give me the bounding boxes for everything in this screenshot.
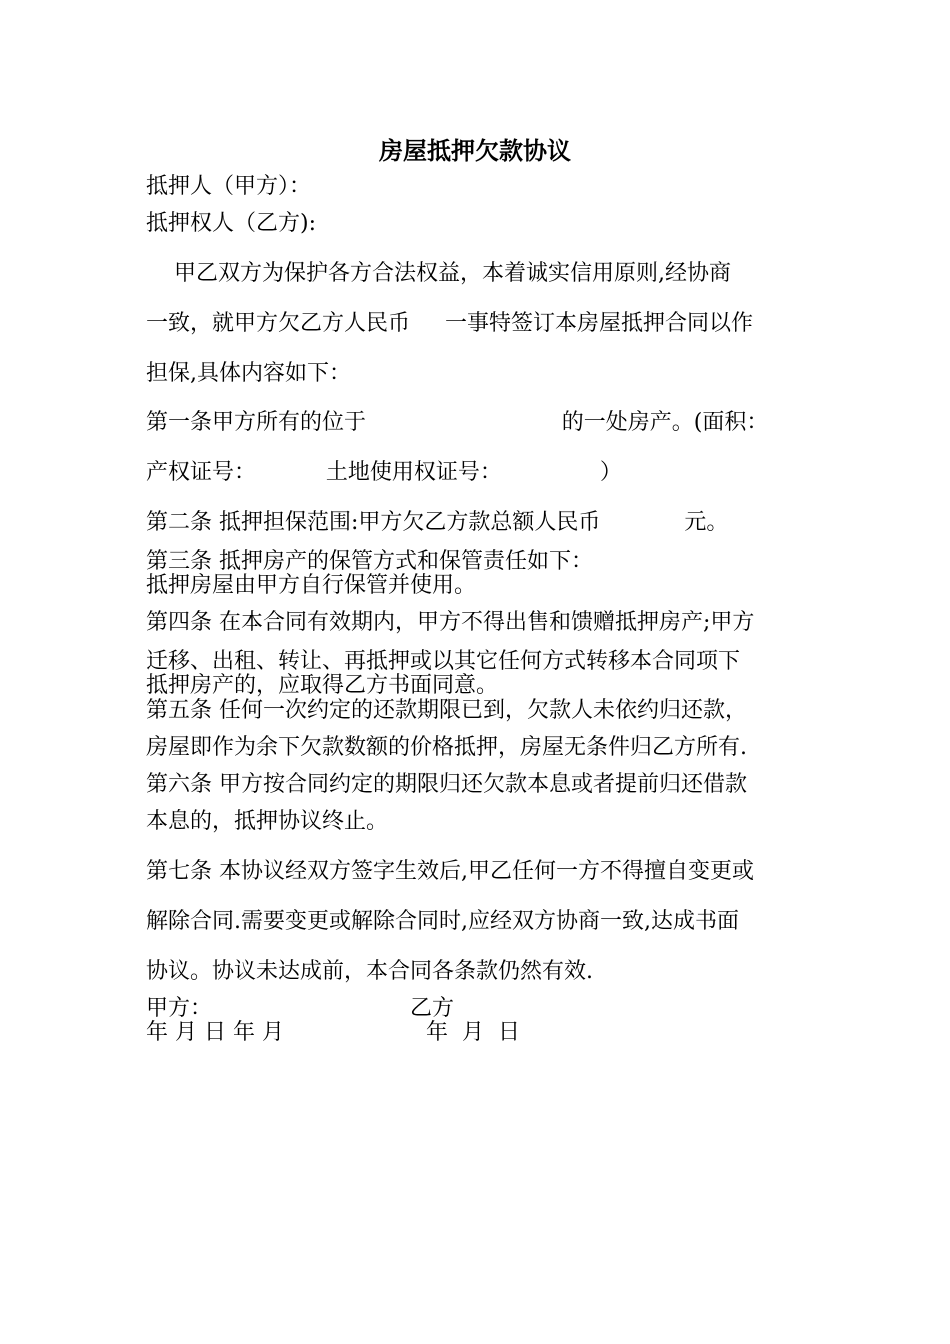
intro-line-2: 一致，就甲方欠乙方人民币 一事特签订本房屋抵押合同以作 [146,311,753,336]
intro-line-3: 担保,具体内容如下： [146,361,351,386]
article3-line-1: 第三条 抵押房产的保管方式和保管责任如下： [146,549,593,574]
article2-line: 第二条 抵押担保范围:甲方欠乙方款总额人民币 元。 [146,510,729,535]
article6-line-1: 第六条 甲方按合同约定的期限归还欠款本息或者提前归还借款 [146,772,747,797]
article3-line-2: 抵押房屋由甲方自行保管并使用。 [146,573,477,598]
intro-line-1: 甲乙双方为保护各方合法权益，本着诚实信用原则,经协商 [146,261,731,286]
article4-line-3: 抵押房产的，应取得乙方书面同意。 [146,673,499,698]
article6-line-2: 本息的，抵押协议终止。 [146,809,389,834]
article1-line-1: 第一条甲方所有的位于 的一处房产。(面积： [146,410,769,435]
article7-line-1: 第七条 本协议经双方签字生效后,甲乙任何一方不得擅自变更或 [146,859,754,884]
party-a-signature-label: 甲方： [146,996,213,1021]
article7-line-3: 协议。协议未达成前，本合同各条款仍然有效. [146,959,593,984]
article4-line-1: 第四条 在本合同有效期内，甲方不得出售和馈赠抵押房产;甲方 [146,610,755,635]
date-right: 年 月 日 [426,1020,520,1045]
article7-line-2: 解除合同.需要变更或解除合同时,应经双方协商一致,达成书面 [146,909,739,934]
article5-line-2: 房屋即作为余下欠款数额的价格抵押，房屋无条件归乙方所有. [146,735,747,760]
mortgagor-line: 抵押人（甲方）： [146,174,312,199]
party-b-signature-label: 乙方 [410,996,455,1021]
mortgagee-line: 抵押权人（乙方): [146,211,316,236]
article1-line-2: 产权证号： 土地使用权证号： ） [146,460,622,485]
date-left: 年 月 日 年 月 [146,1020,284,1045]
article5-line-1: 第五条 任何一次约定的还款期限已到，欠款人未依约归还款， [146,698,747,723]
document-title: 房屋抵押欠款协议 [379,136,571,165]
article4-line-2: 迁移、出租、转让、再抵押或以其它任何方式转移本合同项下 [146,649,741,674]
